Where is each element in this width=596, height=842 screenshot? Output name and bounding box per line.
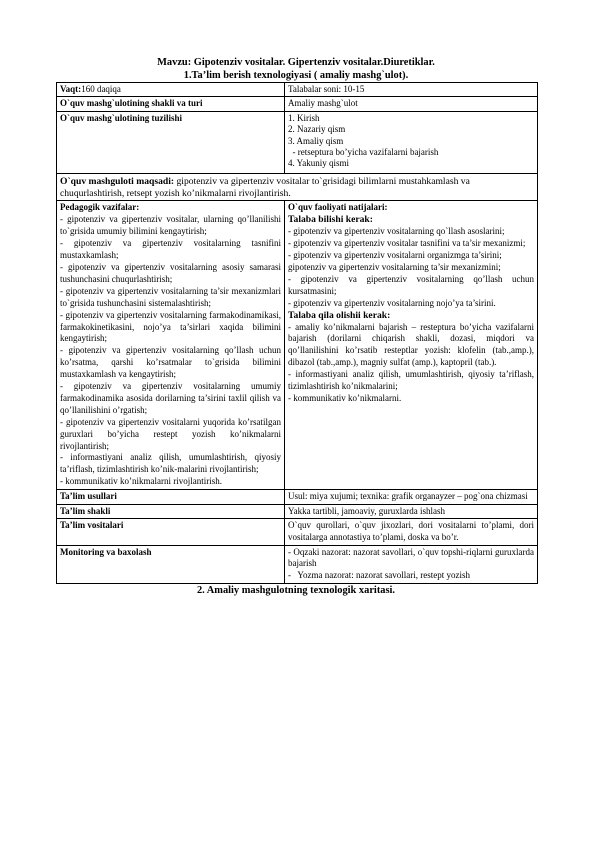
list-item: - gipotenziv va gipertenziv vositalarning farmakodinamikasi, farmakokinetikasini, nojo’ya ta’sirlari xaqida bilimini kengaytirish; [60, 309, 281, 344]
list-item: - gipotenziv va gipertenziv vositalarning tasnifini mustaxkamlash; [60, 238, 281, 261]
section-footer-title: 2. Amaliy mashgulotning texnologik xaritasi. [196, 584, 396, 596]
list-item: - gipotenziv va gipertenziv vositalarni yuqorida ko’rsatilgan guruxlari bo’yicha restept yozish ko’nikmalarni rivojlantirish; [60, 416, 281, 451]
list-item: - gipotenziv va gipertenziv vositalarning ta’sir mexanizmlari to`grisida tushunchasini sistemalashtirish; [60, 285, 281, 308]
time-value: 160 daqiqa [81, 84, 121, 94]
list-item: - gipotenziv va gipertenziv vositalarning qo’llash uchun ko’rsatma, qarshi ko’rsatmalar to`grisida bilimini mustaxkamlash va kengaytirish; [60, 345, 281, 380]
list-item: - gipotenziv va gipertenziv vositalarning qo’llash uchun kursatmasini; [288, 273, 534, 296]
list-item: - gipotenziv va gipertenziv vositalarning umumiy farmakodinamika asosida dorilarning ta’sirini taxlil qilish va qo’llanilishini o’rgatish; [60, 381, 281, 415]
list-item: - kommunikativ ko’nikmalarni rivojlantirish. [60, 476, 222, 487]
row-structure [57, 111, 538, 173]
list-item: 2. Nazariy qism [288, 124, 346, 135]
goal-text: gipotenziv va gipertenziv vositalar to`grisidagi bilimlarni mustahkamlash va chuqurlashtirish, retsept yozish ko’nikmalarni rivojlantirish. [60, 175, 470, 199]
list-item: - informastiyani analiz qilish, umumlashtirish, qiyosiy ta’riflash, tizimlashtirish ko’nikmalarini; [288, 369, 534, 392]
list-item: - gipotenziv va gipertenziv vositalar, ularning qo’llanilishi to`grisida umumiy bilimini kengaytirish; [60, 214, 281, 237]
structure-list [285, 111, 538, 173]
results-heading: O`quv faoliyati natijalari: [288, 202, 388, 213]
methods-value: Usul: miya xujumi; texnika: grafik organayzer – pog`ona chizmasi [285, 490, 538, 504]
row-shape [57, 504, 538, 518]
results-cell [285, 201, 538, 490]
goal-cell [57, 173, 538, 201]
form-label: O`quv mashg`ulotining shakli va turi [57, 97, 285, 111]
shape-value: Yakka tartibli, jamoaviy, guruxlarda ishlash [285, 504, 538, 518]
list-item: - informastiyani analiz qilish, umumlashtirish, qiyosiy ta’riflash, tizimlashtirish ko’nik-malarini rivojlantirish; [60, 452, 281, 475]
students-count: Talabalar soni: 10-15 [285, 83, 538, 97]
row-form [57, 97, 538, 111]
list-item: - gipotenziv va gipertenziv vositalarning nojo’ya ta’sirini. [288, 297, 496, 308]
list-item: - gipotenziv va gipertenziv vositalar tasnifini va ta’sir mexanizmi; [288, 238, 526, 249]
row-time [57, 83, 538, 97]
form-value: Amaliy mashg`ulot [285, 97, 538, 111]
list-item: - kommunikativ ko’nikmalarni. [288, 392, 402, 403]
list-item: 1. Kirish [288, 112, 320, 123]
document-page [56, 56, 536, 597]
list-item: - gipotenziv va gipertenziv vositalarni organizmga ta’sirini; [288, 250, 502, 261]
tools-label: Ta’lim vositalari [57, 519, 285, 546]
tasks-cell [57, 201, 285, 490]
title-line-1: Mavzu: Gipotenziv vositalar. Gipertenziv vositalar.Diuretiklar. [157, 57, 435, 68]
list-item: - amaliy ko’nikmalarni bajarish – resteptura bo’yicha vazifalarni bajarish (dorilarni chiqarish shakli, dozasi, miqdori va qo’llanilishini ko’rsatib resteptlar yozish: klofelin (tab.,amp.), dibazol (tab.,amp.), magniy sulfat (amp.), kaptopril (tab.). [288, 321, 534, 368]
list-item: - Oqzaki nazorat: nazorat savollari, o`quv topshi-riqlarni guruxlarda bajarish [288, 546, 534, 569]
list-item: - Yozma nazorat: nazorat savollari, restept yozish [288, 570, 470, 581]
list-item: - retseptura bo’yicha vazifalarni bajarish [288, 147, 439, 158]
monitoring-value [285, 545, 538, 583]
document-title [56, 56, 536, 82]
tasks-heading: Pedagogik vazifalar: [60, 202, 140, 213]
lesson-table [56, 82, 538, 584]
tools-value: O`quv qurollari, o`quv jixozlari, dori vositalarni to’plami, dori vositalarga annotastiya to’plami, doska va bo’r. [285, 519, 538, 546]
title-line-2: 1.Ta’lim berish texnologiyasi ( amaliy mashg`ulot). [183, 70, 409, 81]
list-item: 3. Amaliy qism [288, 135, 344, 146]
row-tasks-results [57, 201, 538, 490]
list-item: gipotenziv va gipertenziv vositalarning ta’sir mexanizmini; [288, 261, 501, 272]
can-heading: Talaba qila olishii kerak: [288, 309, 391, 321]
list-item: 4. Yakuniy qismi [288, 158, 350, 169]
list-item: - gipotenziv va gipertenziv vositalarning qo`llash asoslarini; [288, 226, 505, 237]
monitoring-label: Monitoring va baxolash [57, 545, 285, 583]
row-methods [57, 490, 538, 504]
knows-heading: Talaba bilishi kerak: [288, 214, 373, 226]
list-item: - gipotenziv va gipertenziv vositalarning asosiy samarasi tushunchasini chuqurlashtirish; [60, 261, 281, 284]
time-label: Vaqt: [60, 84, 82, 94]
goal-label: O`quv mashguloti maqsadi: [60, 175, 175, 187]
time-cell [57, 83, 285, 97]
row-goal [57, 173, 538, 201]
methods-label: Ta’lim usullari [57, 490, 285, 504]
structure-label: O`quv mashg`ulotining tuzilishi [57, 111, 285, 173]
row-tools [57, 519, 538, 546]
row-monitoring [57, 545, 538, 583]
shape-label: Ta’lim shakli [57, 504, 285, 518]
